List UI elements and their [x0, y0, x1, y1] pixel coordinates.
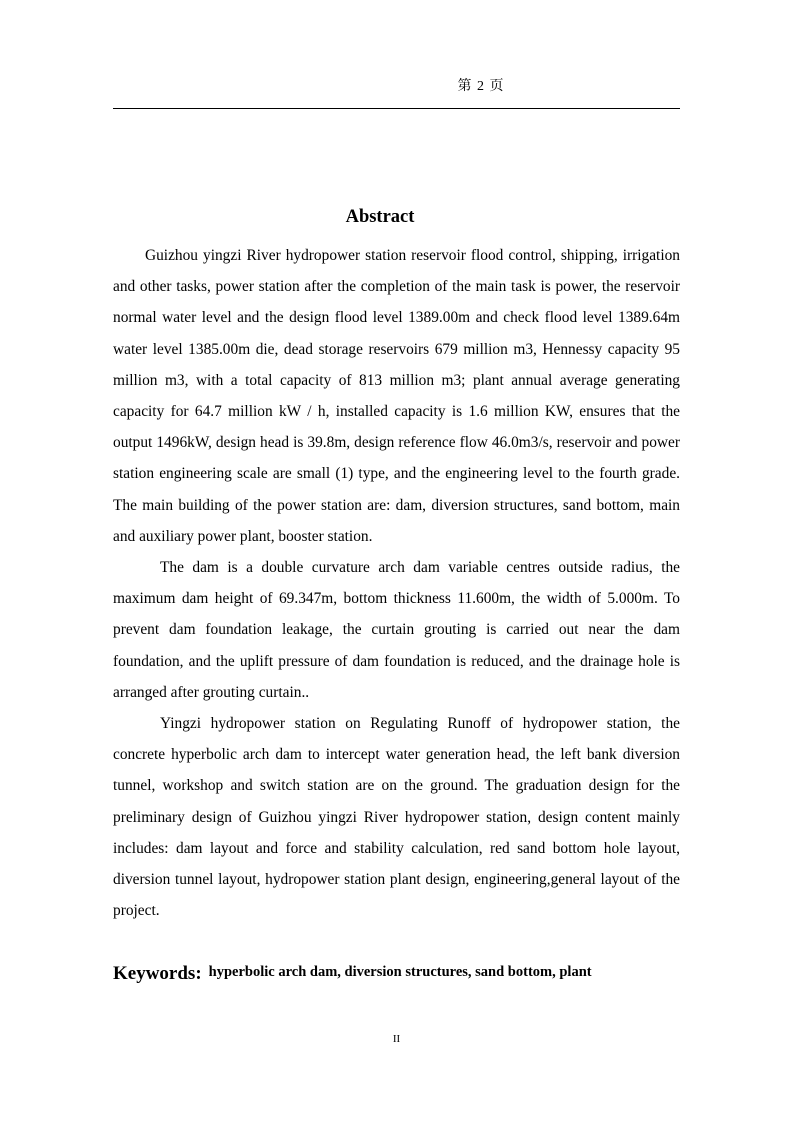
abstract-paragraph-2: The dam is a double curvature arch dam variable centres outside radius, the maximum dam height of 69.347m, bottom thickness 11.600m, the width of 5.000m. To prevent dam foundation leakage, the curtain grouting is carried out near the dam foundation, and the uplift pressure of dam foundation is reduced, and the drainage hole is arranged after grouting curtain.. — [113, 559, 680, 701]
abstract-paragraph-3: Yingzi hydropower station on Regulating Runoff of hydropower station, the concrete hyperbolic arch dam to intercept water generation head, the left bank diversion tunnel, workshop and switch station are on the ground. The graduation design for the preliminary design of Guizhou yingzi River hydropower station, design content mainly includes: dam layout and force and stability calculation, red sand bottom hole layout, diversion tunnel layout, hydropower station plant design, engineering,general layout of the project. — [113, 715, 680, 920]
header-rule — [113, 108, 680, 109]
abstract-body — [113, 240, 680, 926]
keywords-value: hyperbolic arch dam, diversion structures, sand bottom, plant — [208, 964, 592, 980]
abstract-paragraph-1: Guizhou yingzi River hydropower station reservoir flood control, shipping, irrigation and other tasks, power station after the completion of the main task is power, the reservoir normal water level and the design flood level 1389.00m and check flood level 1389.64m water level 1385.00m die, dead storage reservoirs 679 million m3, Hennessy capacity 95 million m3, with a total capacity of 813 million m3; plant annual average generating capacity for 64.7 million kW / h, installed capacity is 1.6 million KW, ensures that the output 1496kW, design head is 39.8m, design reference flow 46.0m3/s, reservoir and power station engineering scale are small (1) type, and the engineering level to the fourth grade. The main building of the power station are: dam, diversion structures, sand bottom, main and auxiliary power plant, booster station. — [113, 247, 680, 545]
keywords-label: Keywords: — [113, 963, 202, 984]
keywords-line — [113, 963, 713, 985]
abstract-title: Abstract — [345, 207, 415, 227]
page-header: 第 2 页 — [457, 79, 505, 94]
page-number: II — [392, 1033, 401, 1045]
